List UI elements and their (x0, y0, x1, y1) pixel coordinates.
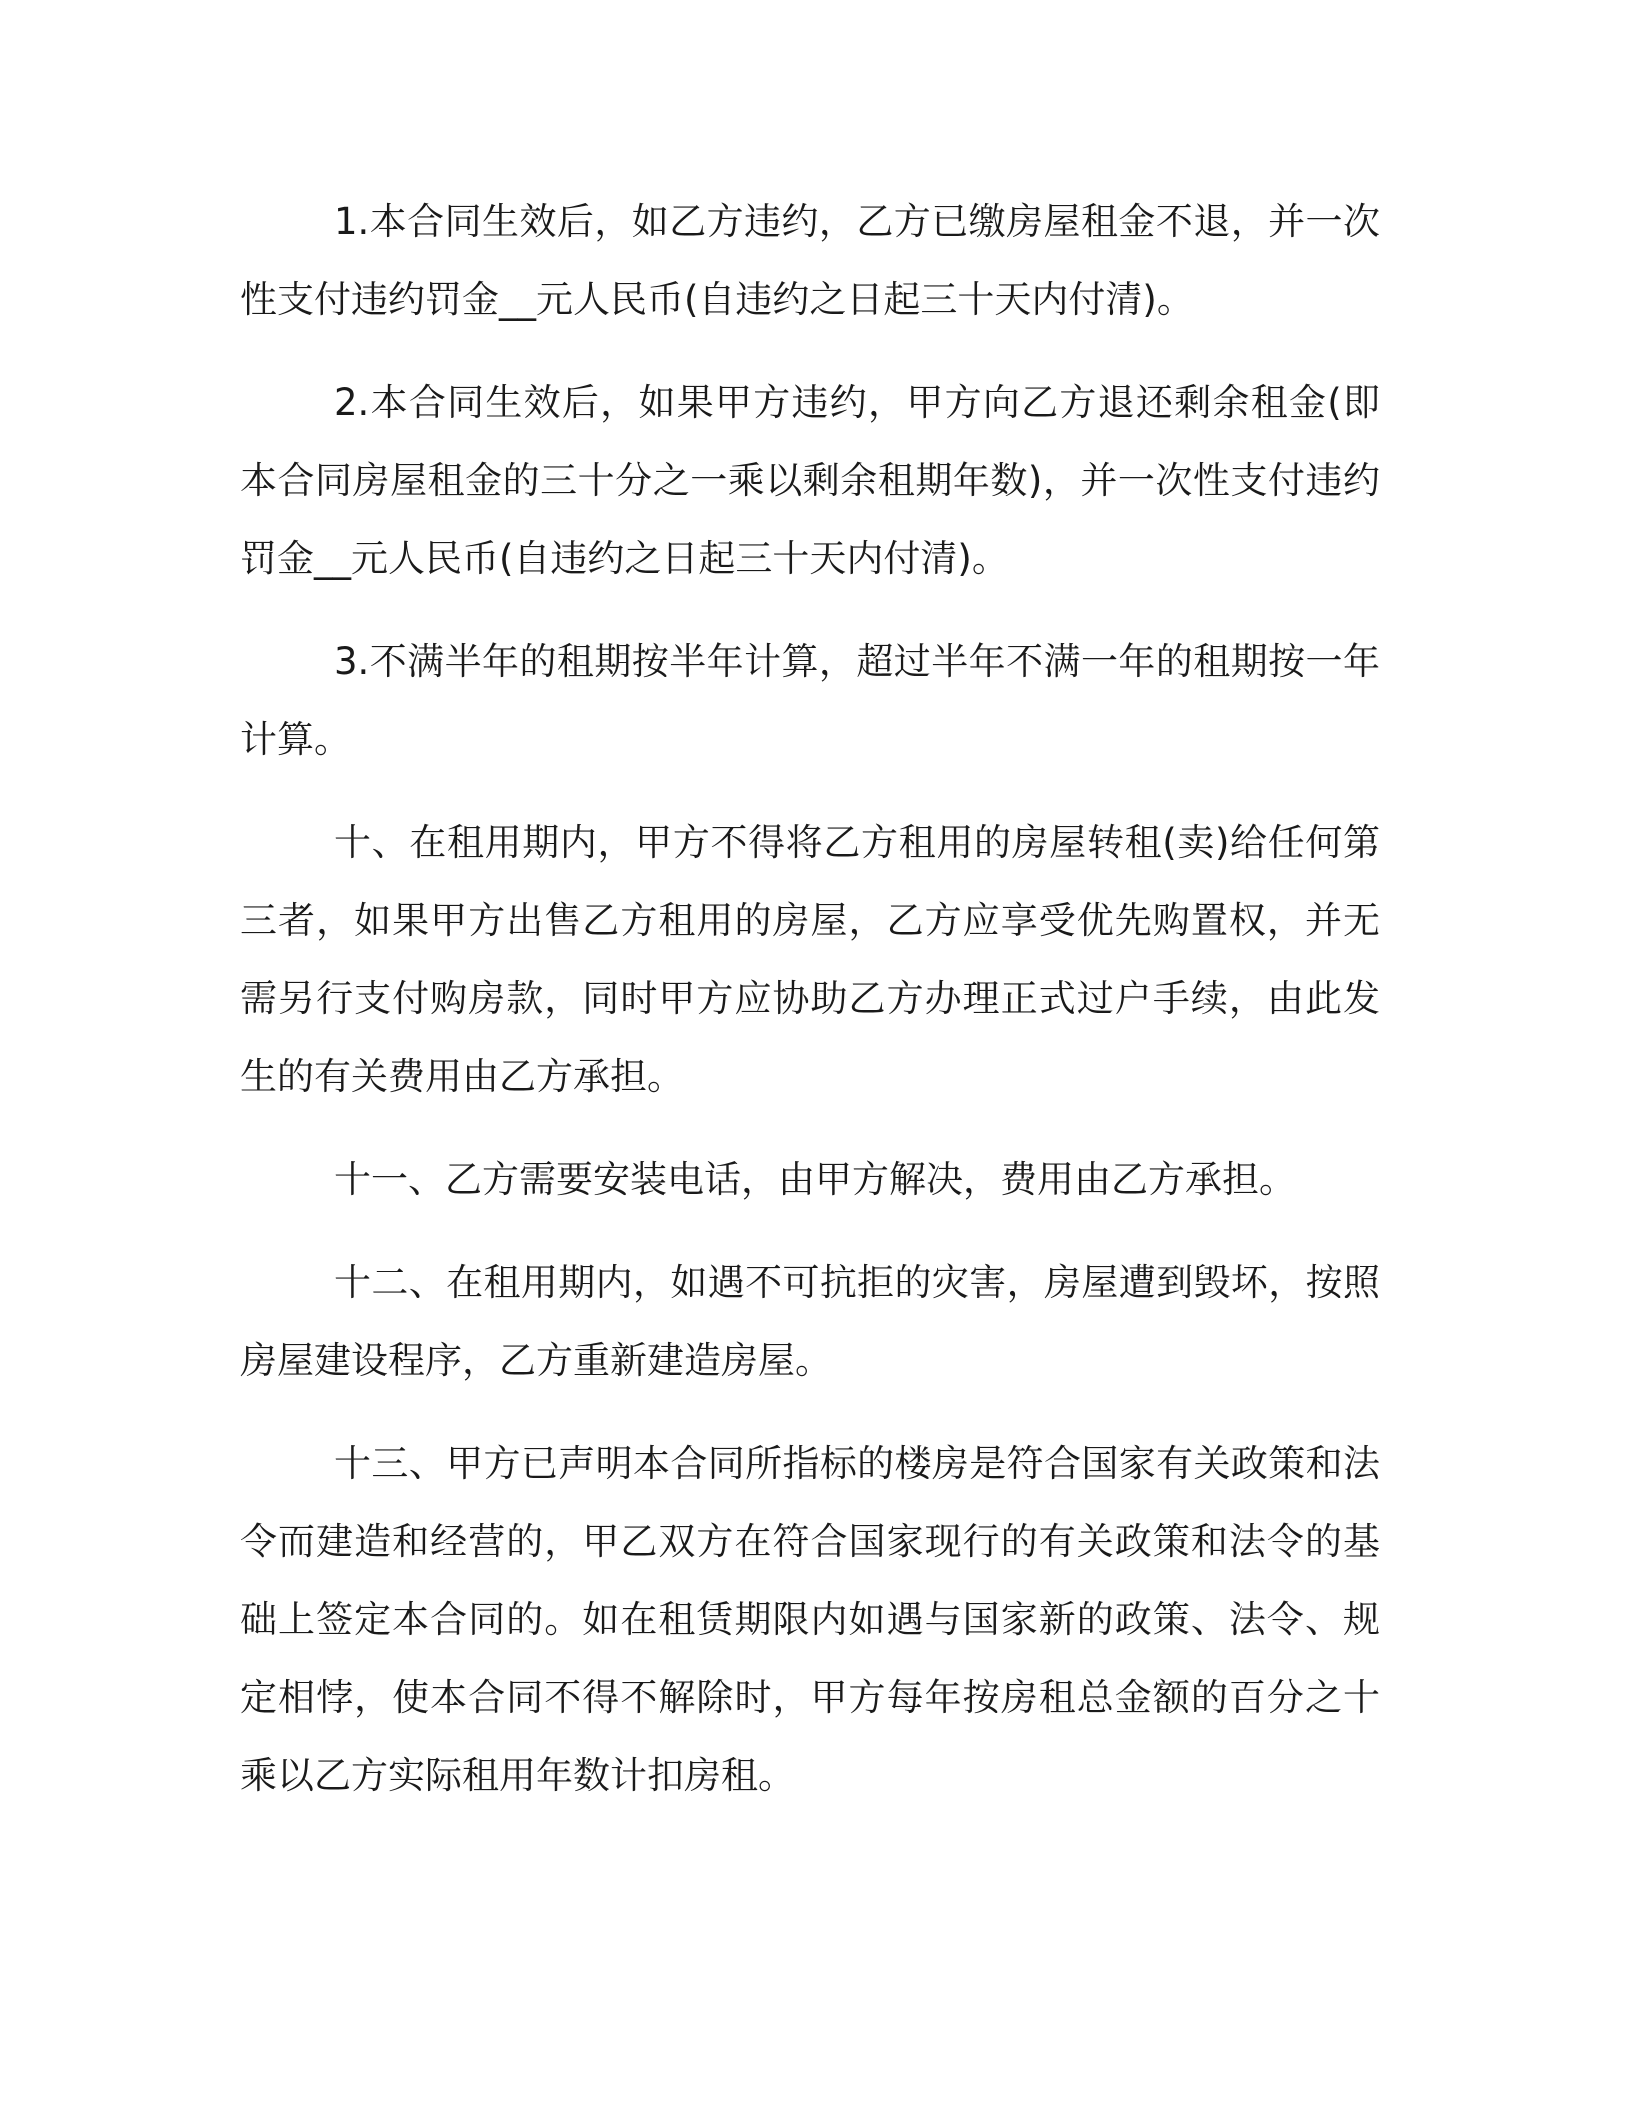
paragraph-article-10: 十、在租用期内，甲方不得将乙方租用的房屋转租(卖)给任何第三者，如果甲方出售乙方租用的房屋，乙方应享受优先购置权，并无需另行支付购房款，同时甲方应协助乙方办理正式过户手续，由此发生的有关费用由乙方承担。 (240, 821, 1380, 1098)
paragraph-article-13: 十三、甲方已声明本合同所指标的楼房是符合国家有关政策和法令而建造和经营的，甲乙双方在符合国家现行的有关政策和法令的基础上签定本合同的。如在租赁期限内如遇与国家新的政策、法令、规定相悖，使本合同不得不解除时，甲方每年按房租总金额的百分之十乘以乙方实际租用年数计扣房租。 (240, 1442, 1380, 1797)
paragraph-clause-1: 1.本合同生效后，如乙方违约，乙方已缴房屋租金不退，并一次性支付违约罚金__元人民币(自违约之日起三十天内付清)。 (240, 200, 1380, 321)
paragraph-article-11: 十一、乙方需要安装电话，由甲方解决，费用由乙方承担。 (334, 1158, 1296, 1201)
paragraph-article-12: 十二、在租用期内，如遇不可抗拒的灾害，房屋遭到毁坏，按照房屋建设程序，乙方重新建造房屋。 (240, 1261, 1380, 1382)
document-body (240, 183, 1380, 1840)
paragraph-clause-2: 2.本合同生效后，如果甲方违约，甲方向乙方退还剩余租金(即本合同房屋租金的三十分之一乘以剩余租期年数)，并一次性支付违约罚金__元人民币(自违约之日起三十天内付清)。 (240, 381, 1380, 580)
paragraph-clause-3: 3.不满半年的租期按半年计算，超过半年不满一年的租期按一年计算。 (240, 640, 1380, 761)
